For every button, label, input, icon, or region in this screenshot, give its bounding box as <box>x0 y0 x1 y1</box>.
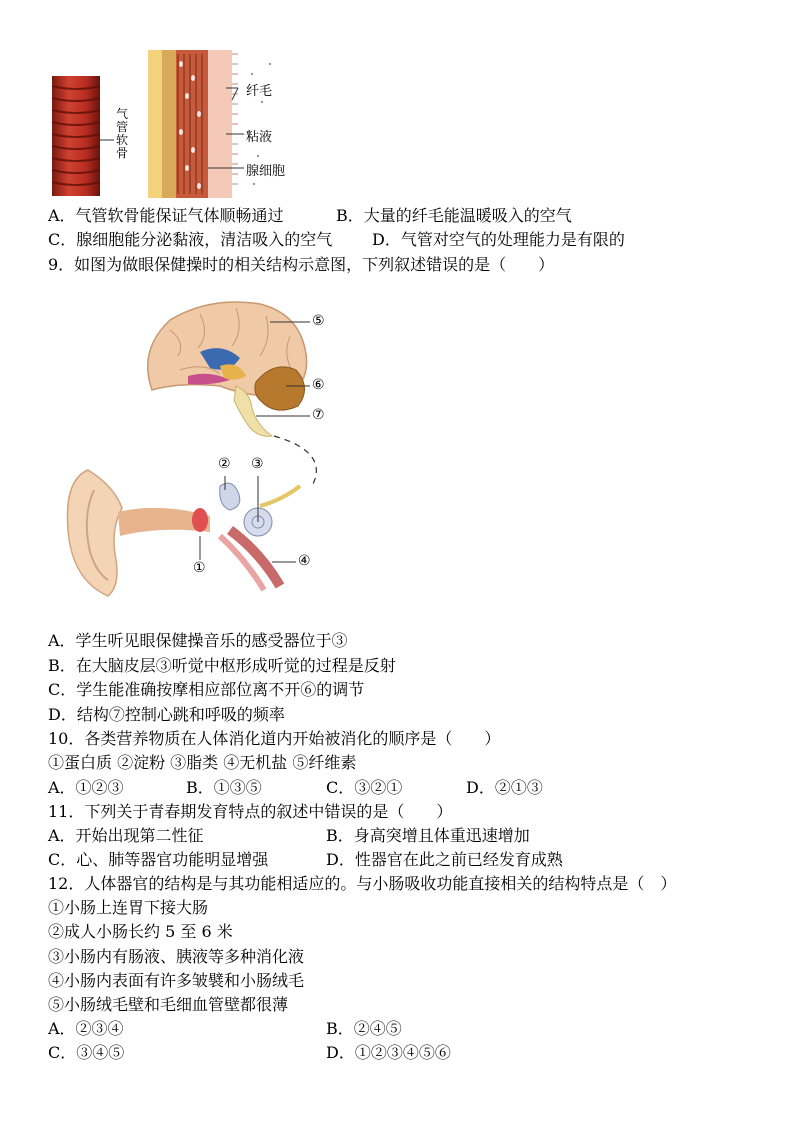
q9-stem: 9．如图为做眼保健操时的相关结构示意图，下列叙述错误的是（ ） <box>48 255 555 274</box>
q8-option-c: C．腺细胞能分泌黏液，清洁吸入的空气 <box>48 230 333 249</box>
q11-option-a: A．开始出现第二性征 <box>48 826 204 845</box>
trachea-cartilage-label: 气 管 软 骨 <box>116 107 129 160</box>
q12-statement-5: ⑤小肠绒毛壁和毛细血管壁都很薄 <box>48 995 289 1014</box>
q11-option-c: C．心、肺等器官功能明显增强 <box>48 850 269 869</box>
q12-option-b: B．②④⑤ <box>326 1019 402 1038</box>
q8-option-d: D．气管对空气的处理能力是有限的 <box>372 230 625 249</box>
label-3: ③ <box>251 456 264 472</box>
q12-option-a: A．②③④ <box>48 1019 124 1038</box>
q9-option-b: B．在大脑皮层③听觉中枢形成听觉的过程是反射 <box>48 656 396 675</box>
q10-option-a: A．①②③ <box>48 778 124 797</box>
q10-option-c: C．③②① <box>326 778 403 797</box>
label-5: ⑤ <box>312 313 325 329</box>
gland-cell-label: 腺细胞 <box>246 164 286 179</box>
q12-option-c: C．③④⑤ <box>48 1043 125 1062</box>
q12-option-d: D．①②③④⑤⑥ <box>326 1043 451 1062</box>
trachea-figure <box>48 44 298 200</box>
q11-stem: 11．下列关于青春期发育特点的叙述中错误的是（ ） <box>48 802 453 821</box>
q11-option-b: B．身高突增且体重迅速增加 <box>326 826 530 845</box>
q12-statement-2: ②成人小肠长约 5 至 6 米 <box>48 922 233 941</box>
label-1: ① <box>193 560 206 576</box>
q11-option-d: D．性器官在此之前已经发育成熟 <box>326 850 563 869</box>
q10-items: ①蛋白质 ②淀粉 ③脂类 ④无机盐 ⑤纤维素 <box>48 753 357 772</box>
label-7: ⑦ <box>312 407 325 423</box>
q9-option-c: C．学生能准确按摩相应部位离不开⑥的调节 <box>48 680 365 699</box>
label-2: ② <box>218 456 231 472</box>
q12-statement-4: ④小肠内表面有许多皱襞和小肠绒毛 <box>48 971 305 990</box>
q12-statement-3: ③小肠内有肠液、胰液等多种消化液 <box>48 947 305 966</box>
q10-option-b: B．①③⑤ <box>186 778 262 797</box>
q9-option-a: A．学生听见眼保健操音乐的感受器位于③ <box>48 631 348 650</box>
brain-ear-figure <box>60 290 350 620</box>
label-4: ④ <box>298 553 311 569</box>
label-6: ⑥ <box>312 377 325 393</box>
q12-statement-1: ①小肠上连胃下接大肠 <box>48 898 209 917</box>
q9-option-d: D．结构⑦控制心跳和呼吸的频率 <box>48 705 285 724</box>
q8-option-b: B．大量的纤毛能温暖吸入的空气 <box>336 206 572 225</box>
cilia-label: 纤毛 <box>246 84 273 99</box>
q10-stem: 10．各类营养物质在人体消化道内开始被消化的顺序是（ ） <box>48 729 501 748</box>
q10-option-d: D．②①③ <box>466 778 543 797</box>
q8-option-a: A．气管软骨能保证气体顺畅通过 <box>48 206 284 225</box>
mucus-label: 粘液 <box>246 130 273 145</box>
q12-stem: 12．人体器官的结构是与其功能相适应的。与小肠吸收功能直接相关的结构特点是（ ） <box>48 874 677 893</box>
